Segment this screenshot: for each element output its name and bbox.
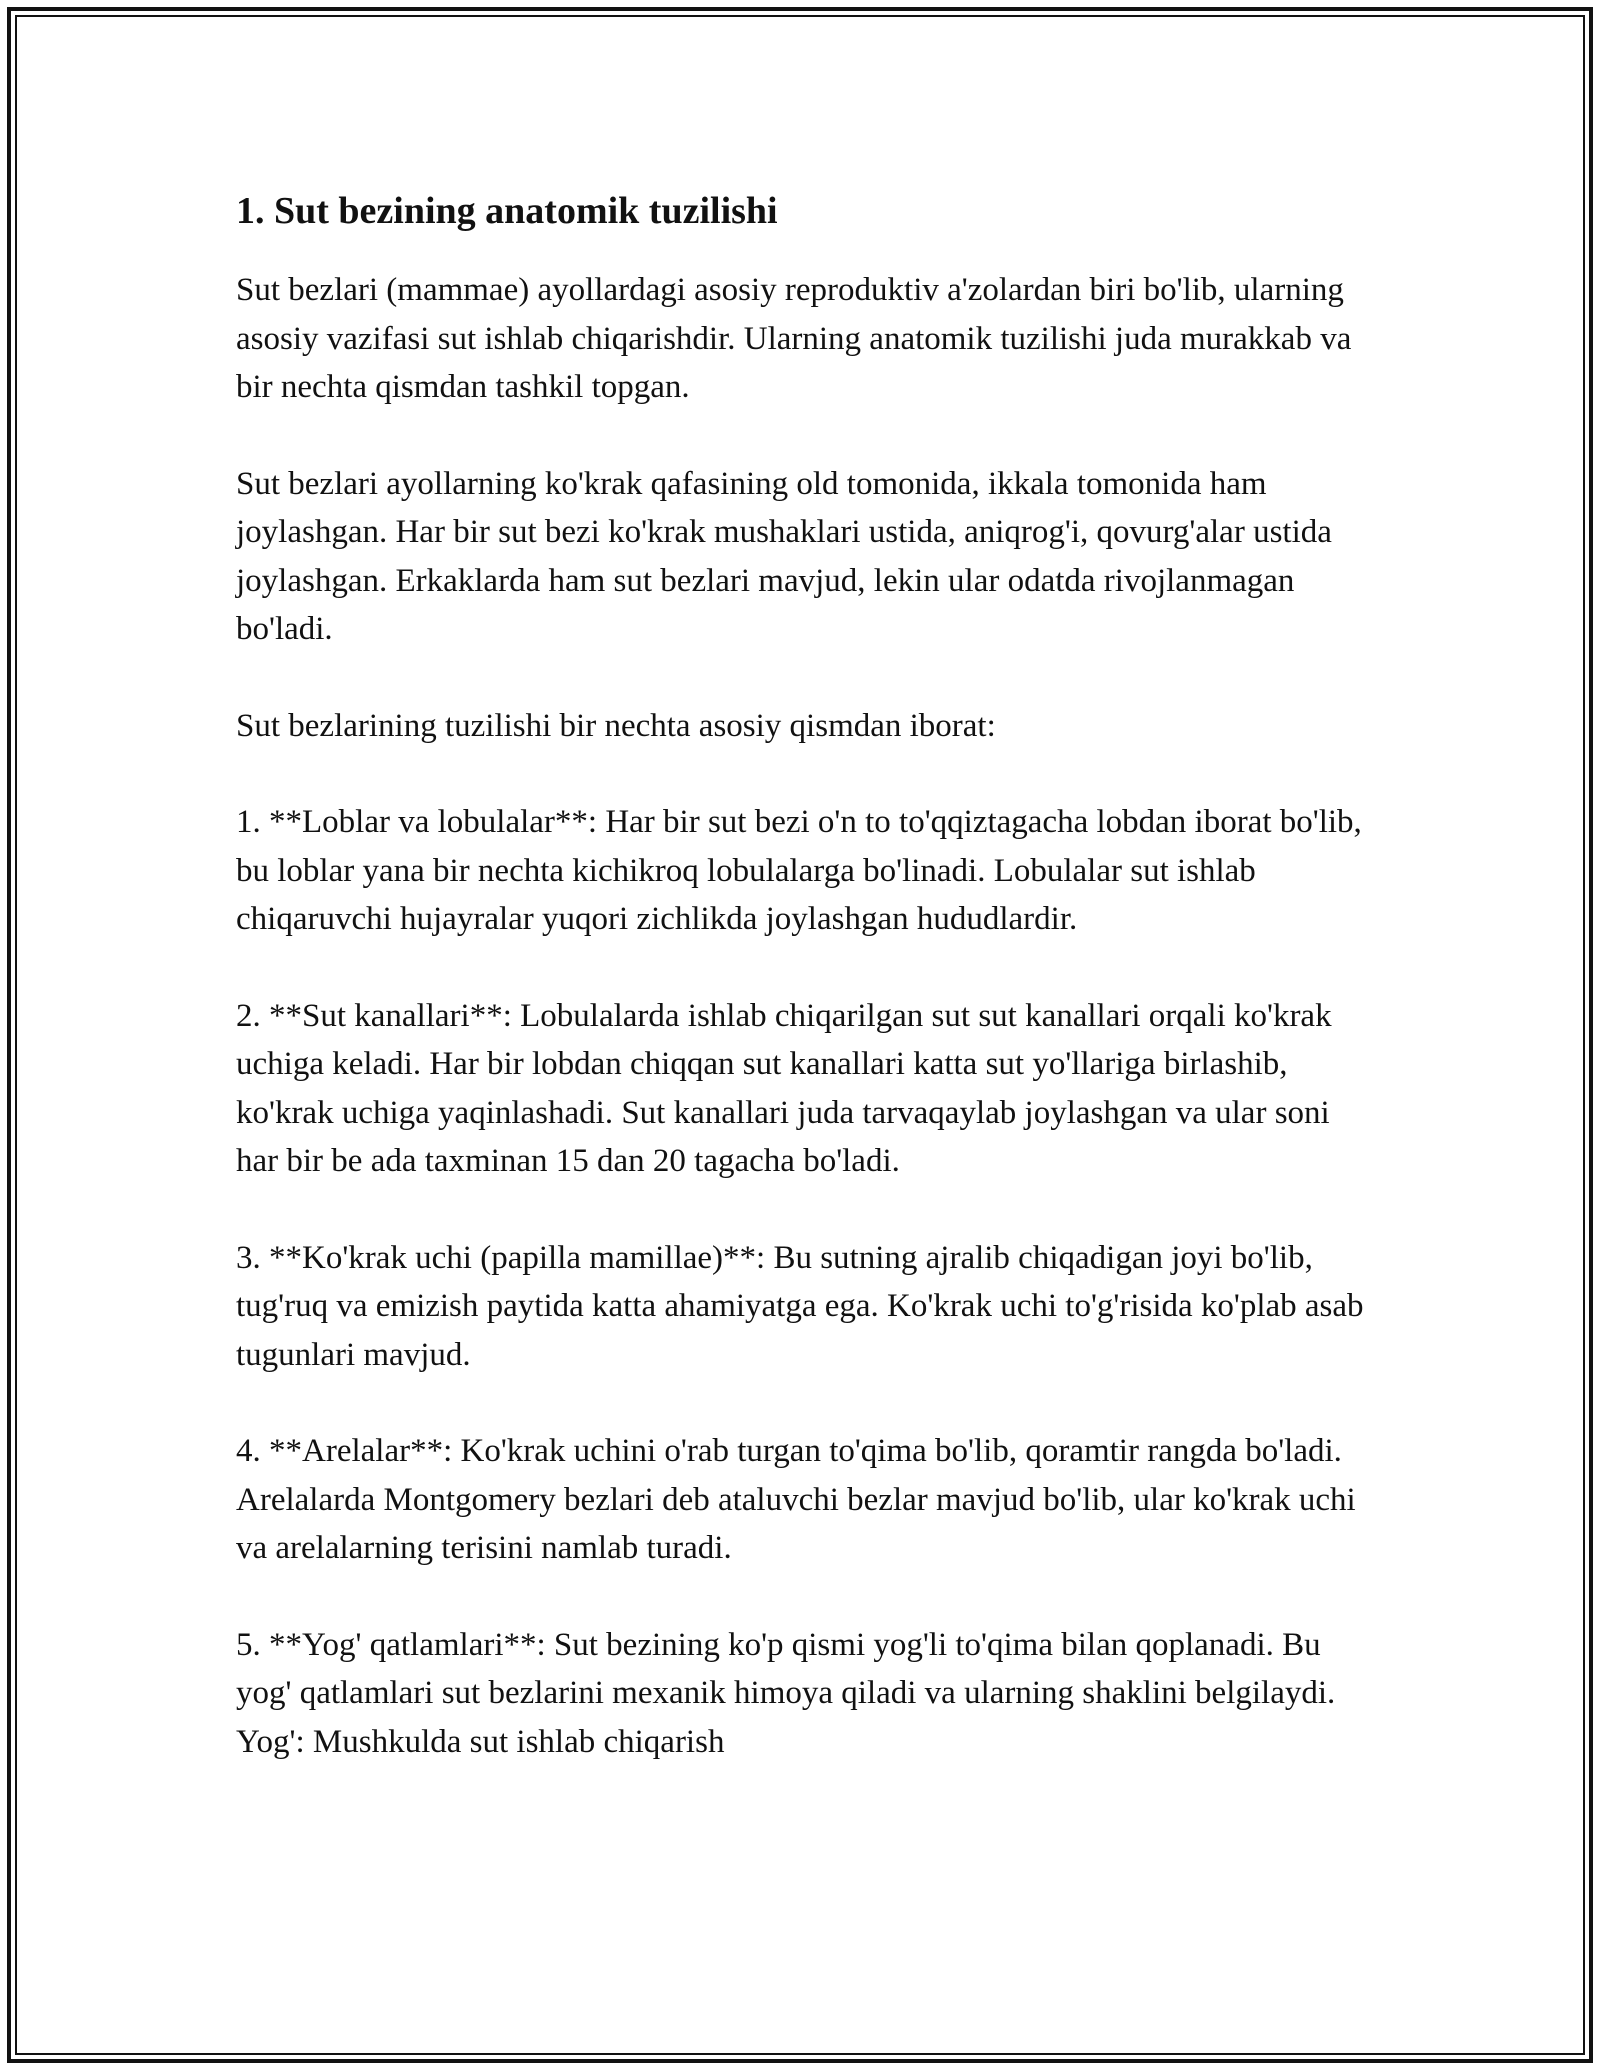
section-heading: 1. Sut bezining anatomik tuzilishi xyxy=(236,190,778,232)
paragraph-intro: Sut bezlari (mammae) ayollardagi asosiy reproduktiv a'zolardan biri bo'lib, ularning asosiy vazifasi sut ishlab chiqarishdir. Ularning anatomik tuzilishi juda murakkab va bir nechta qismdan tashkil topgan. xyxy=(236,272,1352,405)
paragraph-structure-intro: Sut bezlarining tuzilishi bir nechta asosiy qismdan iborat: xyxy=(236,707,996,744)
list-item-nipple: 3. **Ko'krak uchi (papilla mamillae)**: Bu sutning ajralib chiqadigan joyi bo'lib, tug'ruq va emizish paytida katta ahamiyatga ega. Ko'krak uchi to'g'risida ko'plab asab tugunlari mavjud. xyxy=(236,1239,1364,1373)
list-item-lobes: 1. **Loblar va lobulalar**: Har bir sut bezi o'n to to'qqiztagacha lobdan iborat bo'lib, bu loblar yana bir nechta kichikroq lobulalarga bo'linadi. Lobulalar sut ishlab chiqaruvchi hujayralar yuqori zichlikda joylashgan hududlardir. xyxy=(236,804,1362,937)
list-item-milk-ducts: 2. **Sut kanallari**: Lobulalarda ishlab chiqarilgan sut sut kanallari orqali ko'krak uchiga keladi. Har bir lobdan chiqqan sut kanallari katta sut yo'llariga birlashib, ko'krak uchiga yaqinlashadi. Sut kanallari juda tarvaqaylab joylashgan va ular soni har bir be ada taxminan 15 dan 20 tagacha bo'ladi. xyxy=(236,997,1332,1179)
list-item-areola: 4. **Arelalar**: Ko'krak uchini o'rab turgan to'qima bo'lib, qoramtir rangda bo'ladi. Arelalarda Montgomery bezlari deb ataluvchi bezlar mavjud bo'lib, ular ko'krak uchi va arelalarning terisini namlab turadi. xyxy=(236,1433,1356,1566)
list-item-fat-layers: 5. **Yog' qatlamlari**: Sut bezining ko'p qismi yog'li to'qima bilan qoplanadi. Bu yog' qatlamlari sut bezlarini mexanik himoya qiladi va ularning shaklini belgilaydi. Yog': Mushkulda sut ishlab chiqarish xyxy=(236,1626,1336,1760)
document-body xyxy=(236,186,1376,1766)
paragraph-location: Sut bezlari ayollarning ko'krak qafasining old tomonida, ikkala tomonida ham joylashgan. Har bir sut bezi ko'krak mushaklari ustida, aniqrog'i, qovurg'alar ustida joylashgan. Erkaklarda ham sut bezlari mavjud, lekin ular odatda rivojlanmagan bo'ladi. xyxy=(236,465,1332,647)
